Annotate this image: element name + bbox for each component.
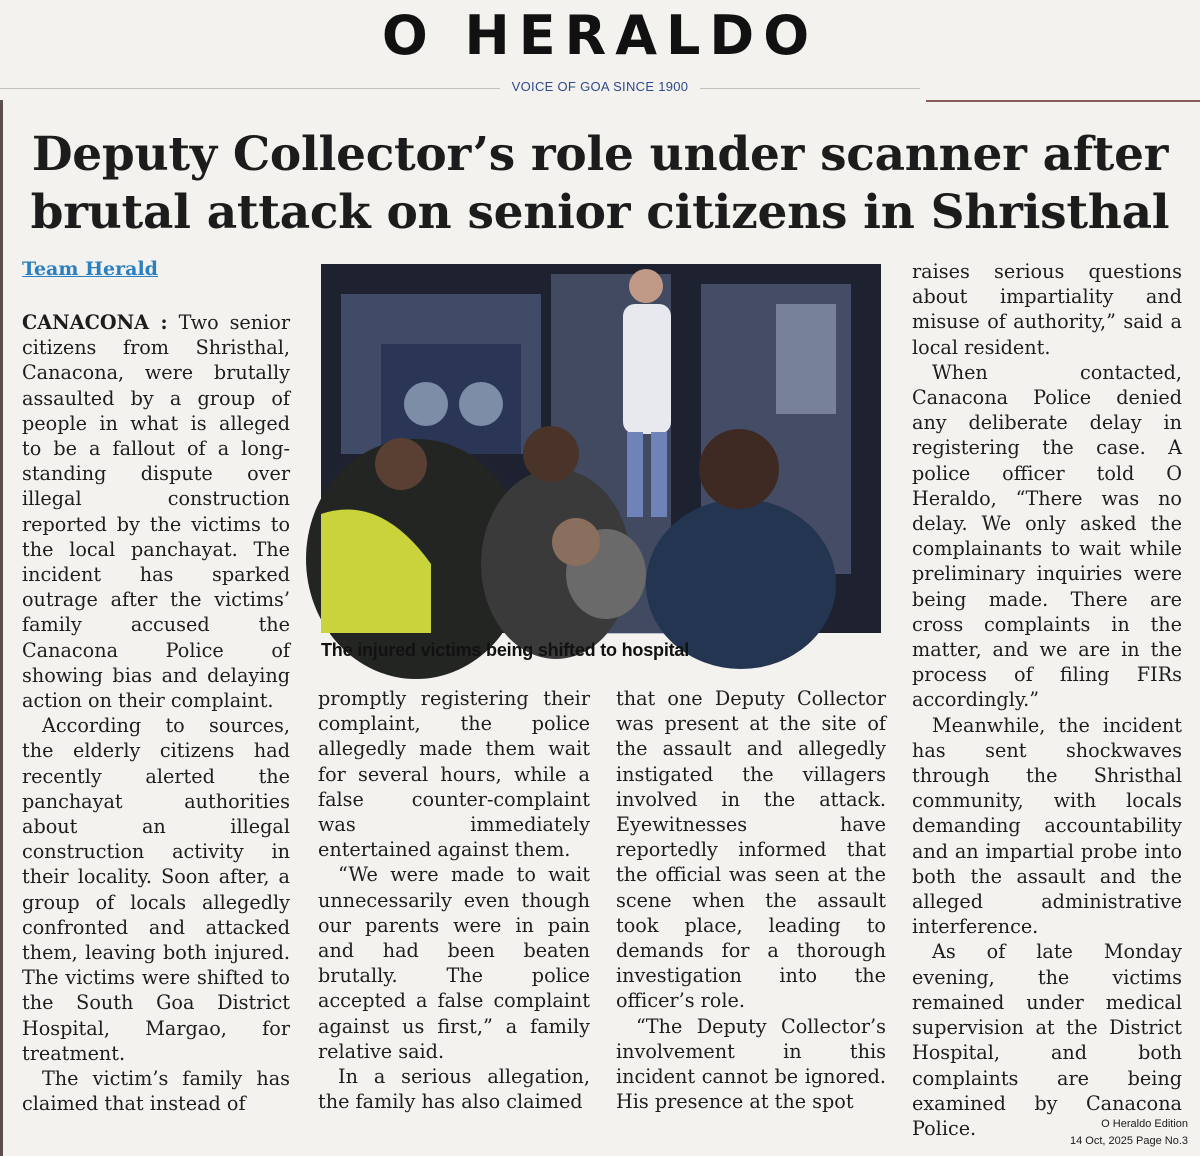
edition-name: O Heraldo Edition: [1101, 1118, 1188, 1130]
paragraph: As of late Monday evening, the victims remained under medical supervision at the District Hospital, and both complaints are being examined by Canacona Police.: [912, 940, 1182, 1140]
edition-date-page: 14 Oct, 2025 Page No.3: [1069, 1135, 1188, 1147]
article-headline: [10, 126, 1190, 242]
paragraph: promptly registering their complaint, the police allegedly made them wait for several hours, while a false counter-complaint was immediately entertained against them.: [318, 687, 590, 862]
headline-line-2: brutal attack on senior citizens in Shristhal: [30, 185, 1170, 240]
paragraph: “The Deputy Collector’s involvement in this incident cannot be ignored. His presence at the spot: [616, 1014, 886, 1114]
divider: [0, 88, 500, 89]
page-edge-rule: [0, 100, 3, 1156]
paragraph: that one Deputy Collector was present at the site of the assault and allegedly instigated the villagers involved in the attack. Eyewitnesses have reportedly informed that the official was seen at the scene when the assault took place, leading to demands for a thorough investigation into the officer’s role.: [616, 687, 886, 1013]
tagline-row: [0, 78, 1200, 98]
edition-footer: [1070, 1116, 1188, 1150]
paragraph-text: Two senior citizens from Shristhal, Canacona, were brutally assaulted by a group of people in what is alleged to be a fallout of a long-standing dispute over illegal construction reported by the victims to the local panchayat. The incident has sparked outrage after the victims’ family accused the Canacona Police of showing bias and delaying action on their complaint.: [22, 311, 291, 713]
paragraph: The victim’s family has claimed that instead of: [22, 1067, 290, 1116]
masthead: [0, 0, 1200, 100]
photo-caption: The injured victims being shifted to hospital: [321, 640, 690, 660]
article-column-3: [616, 686, 886, 1114]
photo-illustration: [321, 264, 881, 633]
newspaper-logo: O HERALDO: [381, 4, 819, 67]
news-photo: [321, 264, 881, 633]
paragraph: raises serious questions about impartiality and misuse of authority,” said a local resident.: [912, 260, 1182, 359]
paragraph: “We were made to wait unnecessarily even though our parents were in pain and had been beaten brutally. The police accepted a false complaint against us first,” a family relative said.: [318, 863, 590, 1063]
article-column-1: [22, 310, 291, 1116]
paragraph: [22, 310, 290, 713]
headline-line-1: Deputy Collector’s role under scanner after: [31, 127, 1169, 182]
article-column-2: [318, 686, 590, 1114]
dateline: CANACONA :: [22, 311, 168, 334]
byline[interactable]: Team Herald: [22, 258, 158, 280]
paragraph: When contacted, Canacona Police denied any deliberate delay in registering the case. A police officer told O Heraldo, “There was no delay. We only asked the complainants to wait while preliminary inquiries were being made. There are cross complaints in the matter, and we are in the process of filing FIRs accordingly.”: [912, 360, 1182, 712]
paragraph: According to sources, the elderly citizens had recently alerted the panchayat authorities about an illegal construction activity in their locality. Soon after, a group of locals allegedly confronted and attacked them, leaving both injured. The victims were shifted to the South Goa District Hospital, Margao, for treatment.: [22, 714, 290, 1065]
divider: [926, 100, 1200, 102]
tagline: VOICE OF GOA SINCE 1900: [511, 79, 689, 94]
paragraph: In a serious allegation, the family has also claimed: [318, 1065, 590, 1114]
divider: [700, 88, 920, 89]
paragraph: Meanwhile, the incident has sent shockwaves through the Shristhal community, with locals demanding accountability and an impartial probe into both the assault and the alleged administrative interference.: [912, 713, 1182, 939]
